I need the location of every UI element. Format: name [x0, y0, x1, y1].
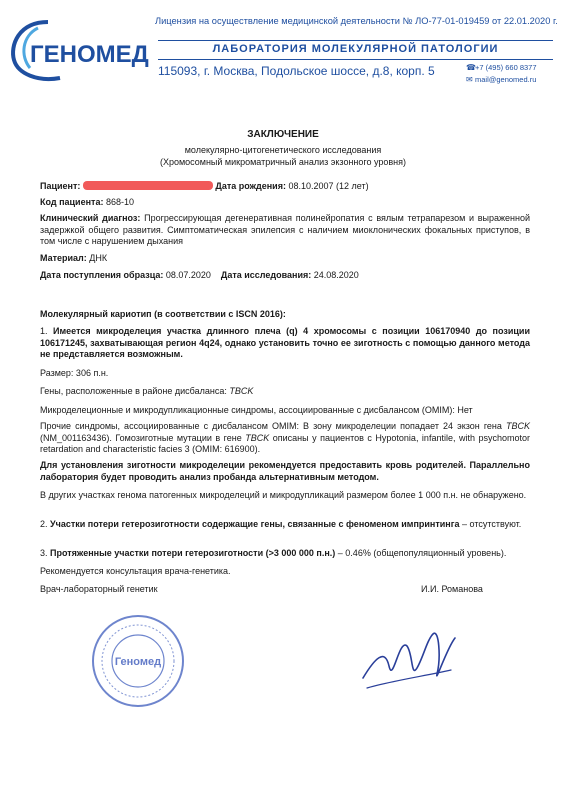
birth-value: 08.10.2007 (12 лет)	[288, 181, 369, 191]
result-item-1	[40, 326, 530, 361]
genomed-logo	[8, 16, 158, 86]
item-2-number: 2.	[40, 519, 48, 529]
other-text-c: описаны у пациентов с Hypotonia, infantile, with psychomotor retardation and characteristic facies 3 (OMIM: 616900).	[40, 432, 530, 454]
genes-value: TBCK	[229, 386, 254, 396]
patient-row	[40, 181, 369, 193]
birth-label: Дата рождения:	[215, 181, 286, 191]
item-3-rest: – 0.46% (общепопуляционный уровень).	[337, 548, 507, 558]
doctor-role: Врач-лабораторный генетик	[40, 584, 158, 594]
item-1-number: 1.	[40, 326, 48, 336]
other-gene-1: TBCK	[505, 421, 530, 431]
code-label: Код пациента:	[40, 197, 104, 207]
patient-label: Пациент:	[40, 181, 81, 191]
received-value: 08.07.2020	[165, 270, 211, 280]
result-item-2	[40, 519, 530, 531]
material-label: Материал:	[40, 253, 87, 263]
license-line: Лицензия на осуществление медицинской деятельности № ЛО-77-01-019459 от 22.01.2020 г.	[155, 16, 558, 26]
contacts	[466, 62, 537, 86]
other-text-a: Прочие синдромы, ассоциированные с дисбалансом OMIM: В зону микроделеции попадает 24 экзон гена	[40, 421, 502, 431]
document-title: ЗАКЛЮЧЕНИЕ	[247, 129, 319, 140]
lab-stamp	[90, 613, 186, 709]
result-item-3	[40, 548, 506, 560]
item-1-text: Имеется микроделеция участка длинного плеча (q) 4 хромосомы с позиции 106170940 до позиции 106171245, захватывающая регион 4q24, однако установить точно ее зиготность с помощью данного метода не представляется возможным.	[40, 326, 530, 359]
phone-icon: ☎	[466, 63, 476, 72]
title-line-2: (Хромосомный микроматричный анализ экзонного уровня)	[159, 157, 407, 167]
lab-name: ЛАБОРАТОРИЯ МОЛЕКУЛЯРНОЙ ПАТОЛОГИИ	[212, 43, 499, 55]
diagnosis-paragraph	[40, 213, 530, 248]
study-value: 24.08.2020	[313, 270, 359, 280]
diagnosis-label: Клинический диагноз:	[40, 213, 141, 223]
stamp-text: Геномед	[114, 656, 162, 668]
other-text-b: (NM_001163436). Гомозиготные мутации в гене	[40, 432, 242, 443]
material-row	[40, 253, 107, 265]
item-3-number: 3.	[40, 548, 48, 558]
consultation-line: Рекомендуется консультация врача-генетика.	[40, 566, 231, 576]
genes-label: Гены, расположенные в районе дисбаланса:	[40, 386, 227, 396]
code-value: 868-10	[105, 197, 134, 207]
material-value: ДНК	[89, 253, 108, 263]
mail-icon: ✉	[466, 75, 473, 84]
title-line-1: молекулярно-цитогенетического исследования	[184, 145, 382, 155]
logo-text: ГЕНОМЕД	[30, 41, 149, 68]
zygosity-paragraph: Для установления зиготности микроделеции рекомендуется предоставить кровь родителей. Параллельно лаборатория будет проводить анализ пробанда альтернативным методом.	[40, 460, 530, 482]
item-2-rest: – отсутствуют.	[462, 519, 522, 529]
size-line: Размер: 306 п.н.	[40, 368, 109, 378]
redacted-name	[83, 181, 213, 190]
omim-line: Микроделеционные и микродупликационные синдромы, ассоциированные с дисбалансом (OMIM): Нет	[40, 405, 473, 415]
email: mail@genomed.ru	[475, 75, 537, 84]
other-syndromes-paragraph	[40, 421, 530, 456]
patient-code-row	[40, 197, 134, 209]
doctor-signature	[355, 618, 465, 698]
study-label: Дата исследования:	[220, 270, 312, 280]
item-2-bold: Участки потери гетерозиготности содержащие гены, связанные с феноменом импринтинга	[50, 519, 460, 529]
no-other-findings: В других участках генома патогенных микроделеций и микродупликаций размером более 1 000 п.н. не обнаружено.	[40, 490, 527, 500]
genes-line	[40, 386, 253, 398]
item-3-bold: Протяженные участки потери гетерозиготности (>3 000 000 п.н.)	[50, 548, 336, 558]
phone: +7 (495) 660 8377	[475, 63, 537, 72]
diagnosis-value: Прогрессирующая дегенеративная полинейропатия с вялым тетрапарезом и выраженной задержкой общего развития. Симптоматическая эпилепсия с наличием миоклонических фокальных приступов, в том числе с нарушением дыхания	[40, 213, 530, 246]
received-label: Дата поступления образца:	[40, 270, 164, 280]
dates-row	[40, 270, 359, 282]
lab-name-bar	[158, 40, 553, 60]
other-gene-2: TBCK	[245, 432, 270, 443]
karyotype-heading: Молекулярный кариотип (в соответствии с ISCN 2016):	[40, 309, 286, 319]
address: 115093, г. Москва, Подольское шоссе, д.8, корп. 5	[158, 64, 435, 78]
doctor-name: И.И. Романова	[421, 584, 483, 594]
